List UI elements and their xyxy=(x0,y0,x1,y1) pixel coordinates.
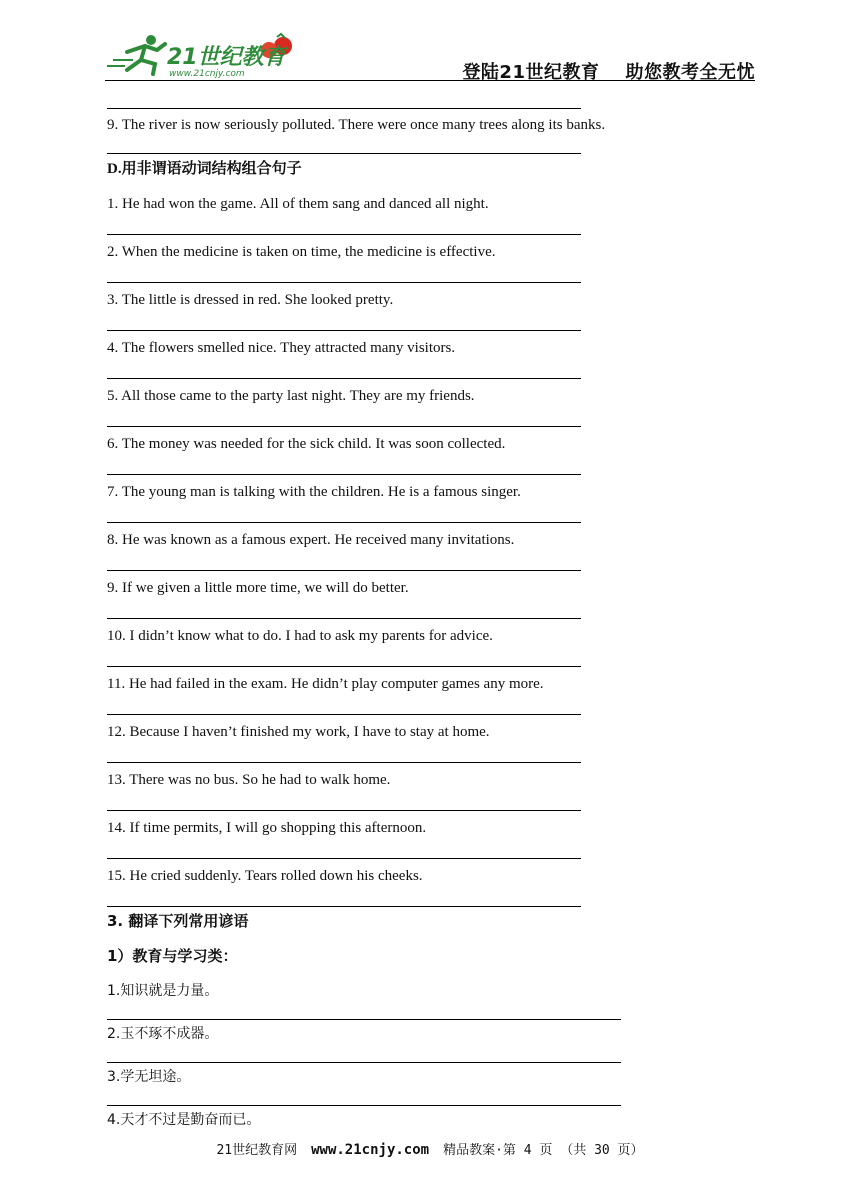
logo-text: 21世纪教育 xyxy=(167,45,286,70)
footer-site-link[interactable]: www.21cnjy.com xyxy=(311,1142,430,1158)
answer-line[interactable] xyxy=(107,714,581,715)
answer-line[interactable] xyxy=(107,282,581,283)
list-item xyxy=(107,386,747,427)
site-logo xyxy=(105,30,305,78)
proverb-text: 2.玉不琢不成器。 xyxy=(107,1026,219,1042)
section-title-d xyxy=(107,158,747,179)
question-text: 13. There was no bus. So he had to walk home. xyxy=(107,772,391,788)
section-subtitle: 1）教育与学习类： xyxy=(107,947,238,965)
proverb-text: 4.天才不过是勤奋而已。 xyxy=(107,1112,261,1128)
slogan-left: 登陆21世纪教育 xyxy=(462,62,600,83)
footer-page-info: 精品教案·第 4 页 （共 30 页） xyxy=(443,1143,644,1158)
answer-line[interactable] xyxy=(107,108,581,109)
question-text: 15. He cried suddenly. Tears rolled down his cheeks. xyxy=(107,868,423,884)
list-item xyxy=(107,674,747,715)
question-text: 9. If we given a little more time, we will do better. xyxy=(107,580,409,596)
slogan-right: 助您教考全无忧 xyxy=(625,62,755,83)
page-footer xyxy=(0,1139,860,1158)
answer-line[interactable] xyxy=(107,906,581,907)
page-header xyxy=(105,30,755,83)
question-text: 7. The young man is talking with the children. He is a famous singer. xyxy=(107,484,521,500)
section-title-text: 用非谓语动词结构组合句子 xyxy=(121,159,302,177)
list-item xyxy=(107,818,747,859)
question-text: 6. The money was needed for the sick child. It was soon collected. xyxy=(107,436,506,452)
question-list xyxy=(107,194,747,907)
list-item xyxy=(107,242,747,283)
question-text: 3. The little is dressed in red. She looked pretty. xyxy=(107,292,394,308)
list-item xyxy=(107,290,747,331)
list-item xyxy=(107,578,747,619)
question-text: 1. He had won the game. All of them sang and danced all night. xyxy=(107,196,489,212)
list-item xyxy=(107,626,747,667)
list-item xyxy=(107,866,747,907)
list-item xyxy=(107,338,747,379)
question-text: 8. He was known as a famous expert. He received many invitations. xyxy=(107,532,515,548)
answer-line[interactable] xyxy=(107,234,581,235)
answer-line[interactable] xyxy=(107,153,581,154)
proverb-text: 3.学无坦途。 xyxy=(107,1069,191,1085)
proverb-text: 1.知识就是力量。 xyxy=(107,983,219,999)
answer-line[interactable] xyxy=(107,1019,621,1020)
list-item xyxy=(107,530,747,571)
section-letter: D. xyxy=(107,161,122,177)
question-text: 4. The flowers smelled nice. They attracted many visitors. xyxy=(107,340,456,356)
answer-line[interactable] xyxy=(107,1105,621,1106)
question-text: 9. The river is now seriously polluted. There were once many trees along its banks. xyxy=(107,117,606,133)
question-text: 12. Because I haven’t finished my work, I have to stay at home. xyxy=(107,724,490,740)
list-item xyxy=(107,194,747,235)
section-title-3: 3. 翻译下列常用谚语 xyxy=(107,912,249,930)
header-rule xyxy=(105,80,755,81)
question-text: 14. If time permits, I will go shopping this afternoon. xyxy=(107,820,427,836)
question-text: 5. All those came to the party last night. They are my friends. xyxy=(107,388,475,404)
answer-line[interactable] xyxy=(107,474,581,475)
footer-left: 21世纪教育网 xyxy=(216,1143,298,1158)
answer-line[interactable] xyxy=(107,330,581,331)
list-item xyxy=(107,482,747,523)
list-item xyxy=(107,722,747,763)
logo-url: www.21cnjy.com xyxy=(169,69,245,78)
answer-line[interactable] xyxy=(107,858,581,859)
worksheet-content xyxy=(107,94,747,1130)
list-item xyxy=(107,434,747,475)
question-text: 2. When the medicine is taken on time, the medicine is effective. xyxy=(107,244,496,260)
answer-line[interactable] xyxy=(107,762,581,763)
answer-line[interactable] xyxy=(107,522,581,523)
question-text: 11. He had failed in the exam. He didn’t play computer games any more. xyxy=(107,676,544,692)
list-item xyxy=(107,770,747,811)
answer-line[interactable] xyxy=(107,618,581,619)
question-text: 10. I didn’t know what to do. I had to ask my parents for advice. xyxy=(107,628,493,644)
answer-line[interactable] xyxy=(107,810,581,811)
answer-line[interactable] xyxy=(107,378,581,379)
answer-line[interactable] xyxy=(107,426,581,427)
answer-line[interactable] xyxy=(107,666,581,667)
answer-line[interactable] xyxy=(107,570,581,571)
answer-line[interactable] xyxy=(107,1062,621,1063)
